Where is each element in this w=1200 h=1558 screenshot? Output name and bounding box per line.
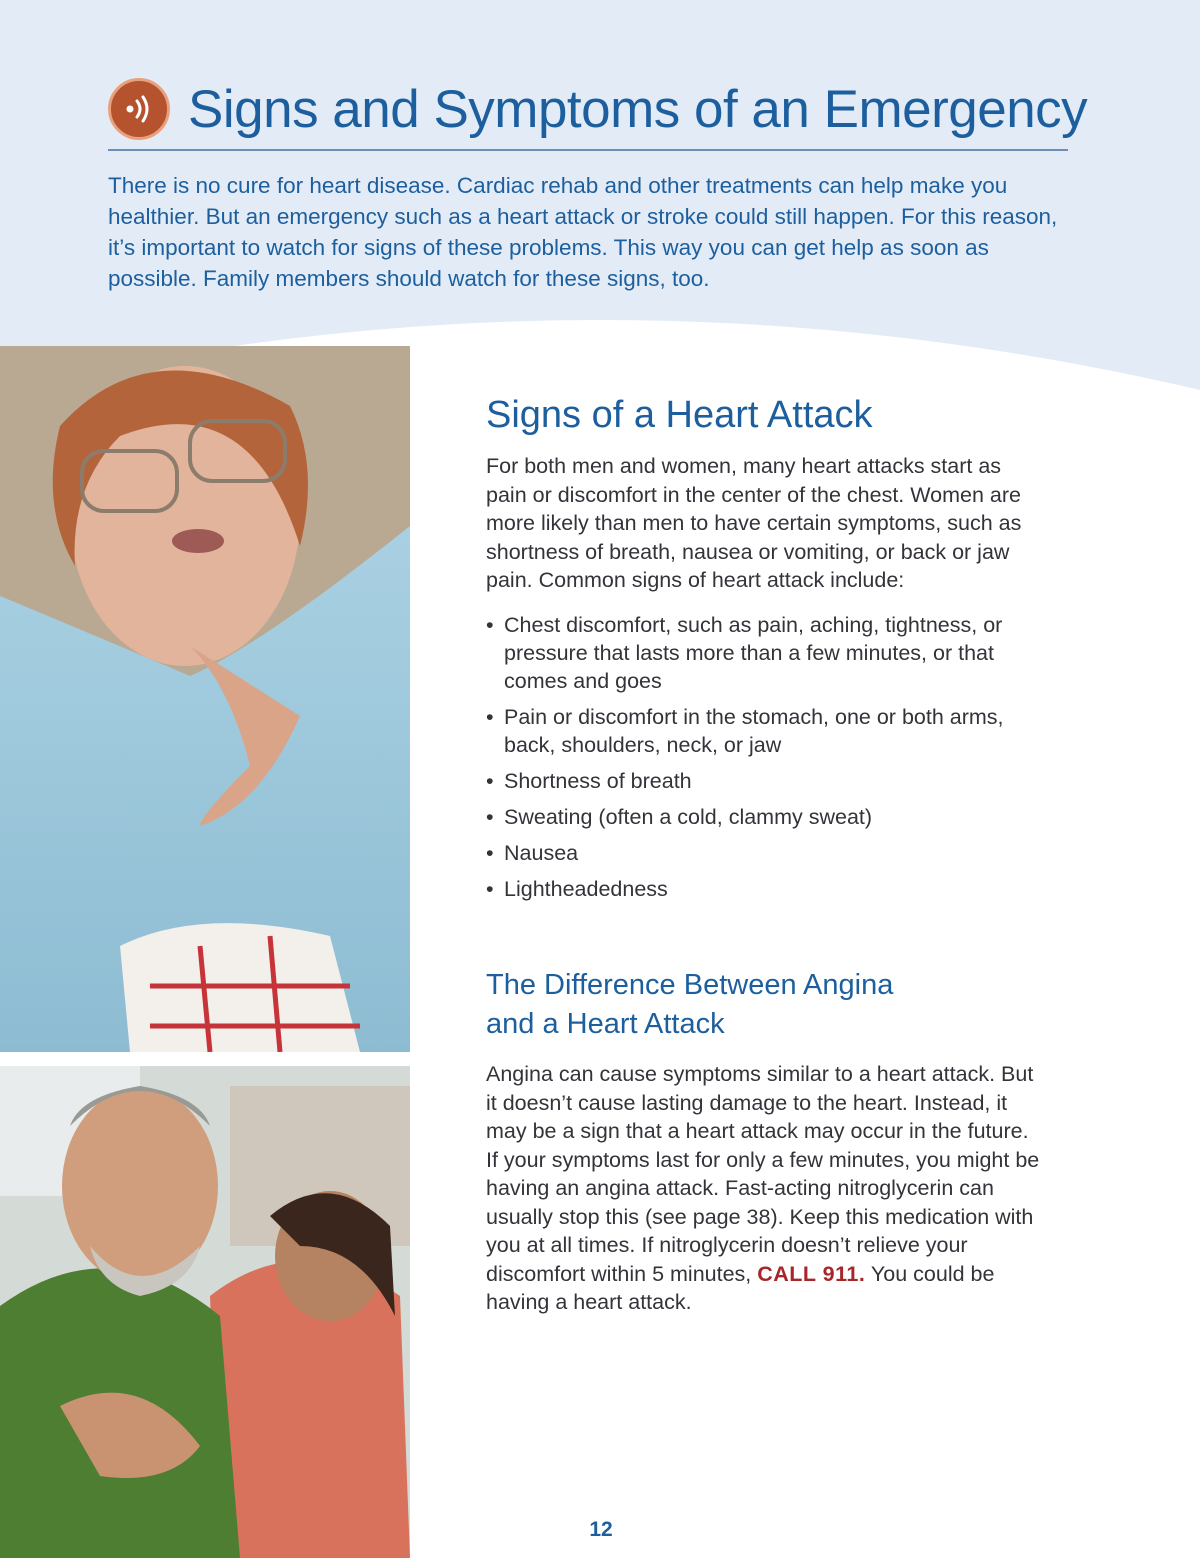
list-item: • Sweating (often a cold, clammy sweat) xyxy=(486,803,1046,831)
angina-text-end: You could be having a heart attack. xyxy=(486,1261,995,1314)
heading-line: The Difference Between Angina xyxy=(486,969,894,1001)
list-item: • Nausea xyxy=(486,839,1046,867)
angina-paragraph xyxy=(486,1060,1046,1317)
list-item: • Pain or discomfort in the stomach, one or both arms, back, shoulders, neck, or jaw xyxy=(486,703,1046,759)
symptom-list xyxy=(486,611,1046,903)
title-divider xyxy=(108,149,1068,151)
angina-text: Angina can cause symptoms similar to a heart attack. But it doesn’t cause lasting damage to the heart. Instead, it may be a sign that a heart attack may occur in the future. If your symptoms last for only a few minutes, you might be having an angina attack. Fast-acting nitroglycerin can usually stop this (see page 38). Keep this medication with you at all times. If nitroglycerin doesn’t relieve your discomfort within 5 minutes, xyxy=(486,1062,1040,1286)
title-row xyxy=(108,68,1088,150)
photo-man-chest-pain xyxy=(0,1066,410,1558)
section-heading-heart-attack: Signs of a Heart Attack xyxy=(486,394,873,436)
audio-waves-icon xyxy=(108,78,170,140)
list-item: • Shortness of breath xyxy=(486,767,1046,795)
call-911-emphasis: CALL 911. xyxy=(757,1261,866,1286)
page-title: Signs and Symptoms of an Emergency xyxy=(188,79,1088,139)
page-number: 12 xyxy=(589,1518,613,1541)
angina-section xyxy=(486,966,1046,1317)
heart-attack-section xyxy=(486,392,1046,911)
heading-line: and a Heart Attack xyxy=(486,1008,725,1040)
heart-attack-paragraph: For both men and women, many heart attacks start as pain or discomfort in the center of the chest. Women are more likely than men to have certain symptoms, such as shortness of breath, nausea or vomiting, or back or jaw pain. Common signs of heart attack include: xyxy=(486,454,1022,592)
intro-paragraph: There is no cure for heart disease. Cardiac rehab and other treatments can help make you healthier. But an emergency such as a heart attack or stroke could still happen. For this reason, it’s important to watch for signs of these problems. This way you can get help as soon as possible. Family members should watch for these signs, too. xyxy=(108,173,1058,291)
section-heading-angina xyxy=(486,966,1046,1044)
list-item: • Lightheadedness xyxy=(486,875,1046,903)
list-item: • Chest discomfort, such as pain, aching, tightness, or pressure that lasts more than a few minutes, or that comes and goes xyxy=(486,611,1046,695)
photo-woman-chest-pain xyxy=(0,346,410,1052)
